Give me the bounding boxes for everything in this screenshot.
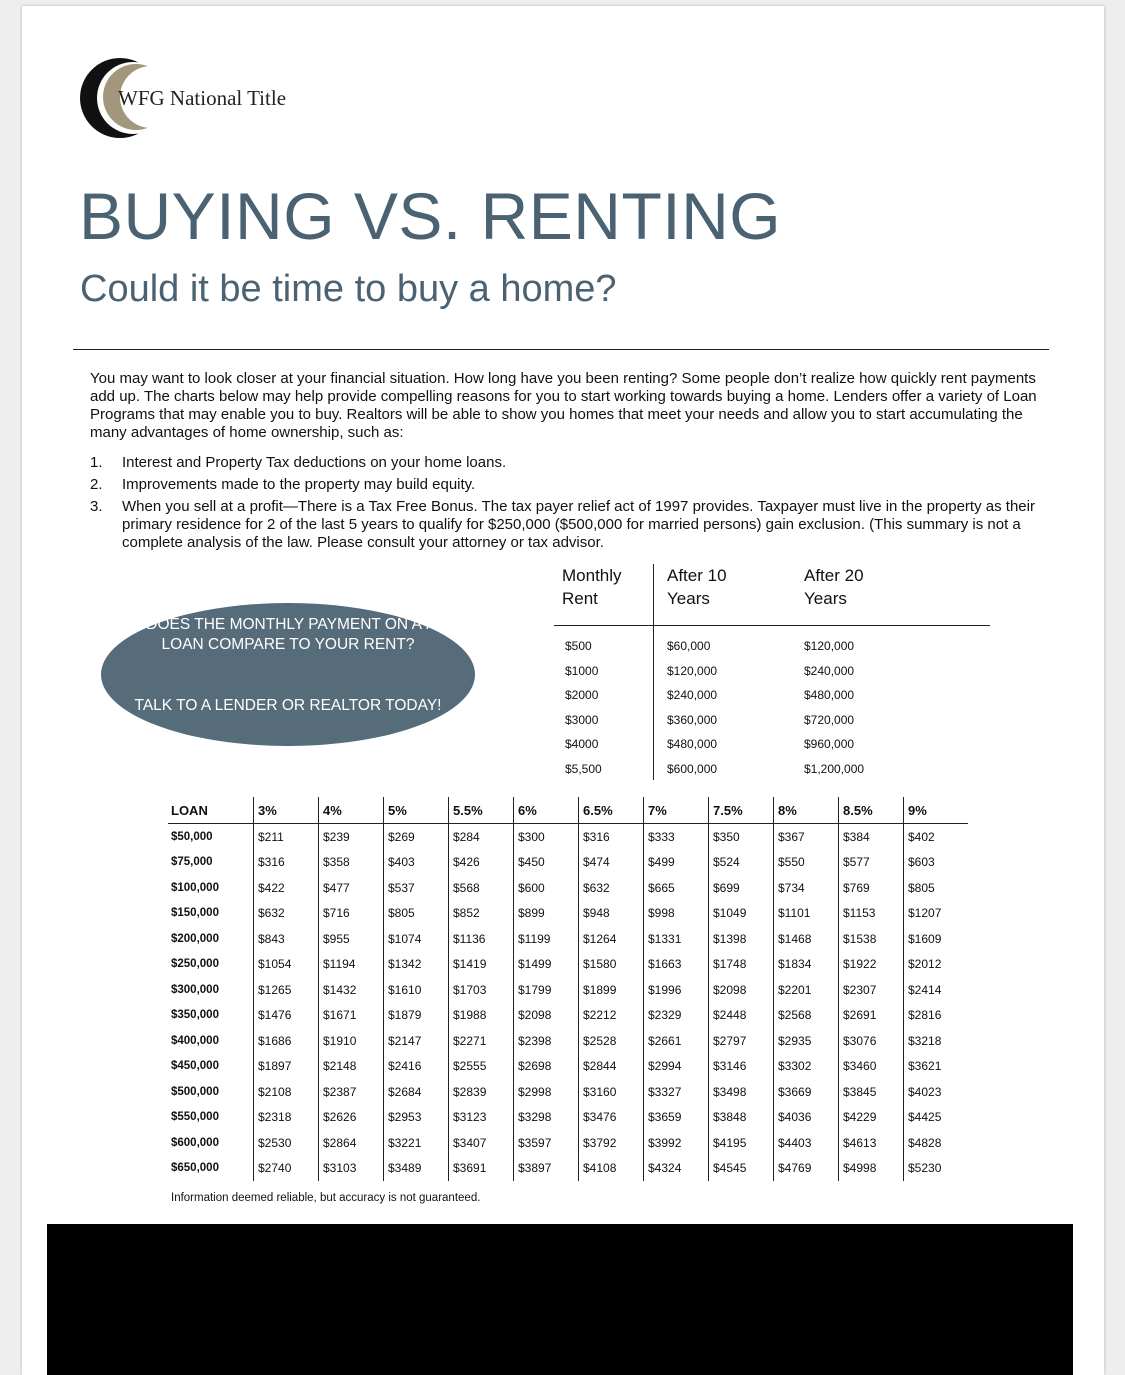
rent-cell-10-years: $480,000 bbox=[667, 737, 718, 751]
column-header-rate: 4% bbox=[319, 797, 384, 824]
payment-cell: $1194 bbox=[319, 952, 384, 978]
loan-payment-table bbox=[168, 797, 968, 1181]
page-title: BUYING VS. RENTING bbox=[79, 179, 782, 253]
payment-cell: $1499 bbox=[514, 952, 579, 978]
page-subtitle: Could it be time to buy a home? bbox=[80, 268, 617, 310]
payment-cell: $211 bbox=[254, 824, 319, 850]
payment-cell: $3298 bbox=[514, 1105, 579, 1131]
list-item-text: Improvements made to the property may build equity. bbox=[122, 476, 476, 493]
payment-cell: $4769 bbox=[774, 1156, 839, 1182]
payment-cell: $1265 bbox=[254, 977, 319, 1003]
column-header-rate: 7.5% bbox=[709, 797, 774, 824]
rent-cell-10-years: $360,000 bbox=[667, 712, 718, 727]
payment-cell: $2626 bbox=[319, 1105, 384, 1131]
payment-cell: $4229 bbox=[839, 1105, 904, 1131]
payment-cell: $600 bbox=[514, 875, 579, 901]
payment-cell: $2864 bbox=[319, 1130, 384, 1156]
payment-cell: $3845 bbox=[839, 1079, 904, 1105]
intro-paragraph: You may want to look closer at your financial situation. How long have you been renting? Some people don’t realize how quickly rent payments add up. The charts below may help provide compelling reasons for you to start working towards buying a home. Lenders offer a variety of Loan Programs that may enable you to buy. Realtors will be able to show you homes that meet your needs and allow you to start accumulating the many advantages of home ownership, such as: bbox=[90, 370, 1037, 441]
payment-cell: $3146 bbox=[709, 1054, 774, 1080]
table-row bbox=[168, 1079, 968, 1105]
payment-cell: $1207 bbox=[904, 901, 969, 927]
payment-cell: $1899 bbox=[579, 977, 644, 1003]
table-row bbox=[168, 952, 968, 978]
rent-cell-20-years: $720,000 bbox=[804, 712, 855, 727]
list-item bbox=[90, 454, 1040, 472]
payment-cell: $426 bbox=[449, 850, 514, 876]
payment-cell: $2816 bbox=[904, 1003, 969, 1029]
payment-cell: $2740 bbox=[254, 1156, 319, 1182]
payment-cell: $524 bbox=[709, 850, 774, 876]
rent-table bbox=[554, 564, 990, 784]
loan-amount-cell: $100,000 bbox=[171, 881, 219, 894]
payment-cell: $422 bbox=[254, 875, 319, 901]
payment-cell: $384 bbox=[839, 824, 904, 850]
payment-cell: $1610 bbox=[384, 977, 449, 1003]
table-row bbox=[168, 1105, 968, 1131]
payment-cell: $632 bbox=[579, 875, 644, 901]
table-row bbox=[168, 875, 968, 901]
payment-cell: $734 bbox=[774, 875, 839, 901]
payment-cell: $632 bbox=[254, 901, 319, 927]
payment-cell: $4425 bbox=[904, 1105, 969, 1131]
payment-cell: $2797 bbox=[709, 1028, 774, 1054]
payment-cell: $4023 bbox=[904, 1079, 969, 1105]
payment-cell: $4108 bbox=[579, 1156, 644, 1182]
list-number: 1. bbox=[90, 454, 103, 471]
disclaimer-text: Information deemed reliable, but accuracy is not guaranteed. bbox=[171, 1192, 481, 1204]
rent-header-rule bbox=[554, 625, 990, 626]
payment-cell: $2568 bbox=[774, 1003, 839, 1029]
payment-cell: $3160 bbox=[579, 1079, 644, 1105]
payment-cell: $3792 bbox=[579, 1130, 644, 1156]
payment-cell: $2528 bbox=[579, 1028, 644, 1054]
payment-cell: $1054 bbox=[254, 952, 319, 978]
payment-cell: $1432 bbox=[319, 977, 384, 1003]
table-row bbox=[168, 901, 968, 927]
payment-cell: $1663 bbox=[644, 952, 709, 978]
payment-cell: $3327 bbox=[644, 1079, 709, 1105]
payment-cell: $474 bbox=[579, 850, 644, 876]
callout-question: HOW DOES THE MONTHLY PAYMENT ON A HOME LOAN COMPARE TO YOUR RENT? bbox=[104, 616, 472, 653]
table-row bbox=[168, 1156, 968, 1182]
divider bbox=[73, 349, 1049, 350]
payment-cell: $1988 bbox=[449, 1003, 514, 1029]
payment-cell: $1476 bbox=[254, 1003, 319, 1029]
payment-cell: $4403 bbox=[774, 1130, 839, 1156]
payment-cell: $2839 bbox=[449, 1079, 514, 1105]
loan-amount-cell: $400,000 bbox=[171, 1034, 219, 1047]
loan-table-header-row bbox=[168, 797, 968, 824]
loan-amount-cell: $600,000 bbox=[171, 1136, 219, 1149]
payment-cell: $1074 bbox=[384, 926, 449, 952]
payment-cell: $2994 bbox=[644, 1054, 709, 1080]
column-header-rate: 5% bbox=[384, 797, 449, 824]
payment-cell: $1879 bbox=[384, 1003, 449, 1029]
payment-cell: $1331 bbox=[644, 926, 709, 952]
payment-cell: $2147 bbox=[384, 1028, 449, 1054]
rent-cell-monthly: $3000 bbox=[565, 712, 599, 727]
payment-cell: $2691 bbox=[839, 1003, 904, 1029]
payment-cell: $2935 bbox=[774, 1028, 839, 1054]
payment-cell: $477 bbox=[319, 875, 384, 901]
payment-cell: $3992 bbox=[644, 1130, 709, 1156]
payment-cell: $3897 bbox=[514, 1156, 579, 1182]
loan-amount-cell: $200,000 bbox=[171, 932, 219, 945]
payment-cell: $2448 bbox=[709, 1003, 774, 1029]
payment-cell: $284 bbox=[449, 824, 514, 850]
payment-cell: $955 bbox=[319, 926, 384, 952]
payment-cell: $3621 bbox=[904, 1054, 969, 1080]
table-row bbox=[168, 1054, 968, 1080]
payment-cell: $665 bbox=[644, 875, 709, 901]
payment-cell: $2307 bbox=[839, 977, 904, 1003]
payment-cell: $2318 bbox=[254, 1105, 319, 1131]
rent-cell-20-years: $480,000 bbox=[804, 688, 855, 702]
rent-cell-monthly: $500 bbox=[565, 639, 592, 653]
payment-cell: $1468 bbox=[774, 926, 839, 952]
table-row bbox=[168, 1130, 968, 1156]
payment-cell: $1996 bbox=[644, 977, 709, 1003]
payment-cell: $1101 bbox=[774, 901, 839, 927]
payment-cell: $3076 bbox=[839, 1028, 904, 1054]
loan-amount-cell: $75,000 bbox=[171, 856, 213, 869]
payment-cell: $2414 bbox=[904, 977, 969, 1003]
payment-cell: $450 bbox=[514, 850, 579, 876]
payment-cell: $699 bbox=[709, 875, 774, 901]
payment-cell: $269 bbox=[384, 824, 449, 850]
payment-cell: $2555 bbox=[449, 1054, 514, 1080]
payment-cell: $3691 bbox=[449, 1156, 514, 1182]
payment-cell: $3218 bbox=[904, 1028, 969, 1054]
payment-cell: $350 bbox=[709, 824, 774, 850]
rent-cell-monthly: $2000 bbox=[565, 688, 599, 702]
column-header-rate: 8.5% bbox=[839, 797, 904, 824]
payment-cell: $1153 bbox=[839, 901, 904, 927]
loan-amount-cell: $550,000 bbox=[171, 1111, 219, 1124]
list-number: 3. bbox=[90, 498, 103, 515]
payment-cell: $2398 bbox=[514, 1028, 579, 1054]
payment-cell: $568 bbox=[449, 875, 514, 901]
payment-cell: $2387 bbox=[319, 1079, 384, 1105]
payment-cell: $1136 bbox=[449, 926, 514, 952]
loan-amount-cell: $250,000 bbox=[171, 958, 219, 971]
payment-cell: $1199 bbox=[514, 926, 579, 952]
table-row bbox=[168, 926, 968, 952]
table-row bbox=[168, 1003, 968, 1029]
rent-column-rule bbox=[653, 564, 654, 780]
rent-cell-10-years: $60,000 bbox=[667, 639, 711, 653]
brand-name: WFG National Title bbox=[118, 86, 287, 110]
payment-cell: $1671 bbox=[319, 1003, 384, 1029]
payment-cell: $3597 bbox=[514, 1130, 579, 1156]
rent-cell-20-years: $960,000 bbox=[804, 737, 855, 751]
payment-cell: $4828 bbox=[904, 1130, 969, 1156]
payment-cell: $4324 bbox=[644, 1156, 709, 1182]
payment-cell: $2998 bbox=[514, 1079, 579, 1105]
payment-cell: $4036 bbox=[774, 1105, 839, 1131]
rent-header-10-years: After 10 Years bbox=[667, 566, 727, 608]
column-header-rate: 7% bbox=[644, 797, 709, 824]
payment-cell: $1538 bbox=[839, 926, 904, 952]
payment-cell: $2416 bbox=[384, 1054, 449, 1080]
payment-cell: $2530 bbox=[254, 1130, 319, 1156]
payment-cell: $1922 bbox=[839, 952, 904, 978]
loan-amount-cell: $650,000 bbox=[171, 1162, 219, 1175]
payment-cell: $3489 bbox=[384, 1156, 449, 1182]
column-header-rate: 6% bbox=[514, 797, 579, 824]
payment-cell: $2201 bbox=[774, 977, 839, 1003]
rent-cell-10-years: $600,000 bbox=[667, 761, 718, 776]
payment-cell: $805 bbox=[384, 901, 449, 927]
rent-header-20-years: After 20 Years bbox=[804, 566, 864, 608]
payment-cell: $367 bbox=[774, 824, 839, 850]
rent-cell-monthly: $5,500 bbox=[565, 761, 602, 776]
loan-amount-cell: $150,000 bbox=[171, 907, 219, 920]
payment-cell: $3848 bbox=[709, 1105, 774, 1131]
payment-cell: $3460 bbox=[839, 1054, 904, 1080]
payment-cell: $2329 bbox=[644, 1003, 709, 1029]
payment-cell: $3221 bbox=[384, 1130, 449, 1156]
payment-cell: $2012 bbox=[904, 952, 969, 978]
payment-cell: $1686 bbox=[254, 1028, 319, 1054]
column-header-rate: 5.5% bbox=[449, 797, 514, 824]
payment-cell: $300 bbox=[514, 824, 579, 850]
payment-cell: $1398 bbox=[709, 926, 774, 952]
rent-cell-monthly: $1000 bbox=[565, 663, 599, 678]
payment-cell: $3123 bbox=[449, 1105, 514, 1131]
rent-cell-20-years: $120,000 bbox=[804, 639, 855, 653]
payment-cell: $333 bbox=[644, 824, 709, 850]
column-header-rate: 8% bbox=[774, 797, 839, 824]
list-item bbox=[90, 476, 1040, 494]
rent-header-monthly: Monthly Rent bbox=[562, 566, 622, 608]
payment-cell: $1897 bbox=[254, 1054, 319, 1080]
list-item-text: Interest and Property Tax deductions on your home loans. bbox=[122, 454, 507, 471]
payment-cell: $537 bbox=[384, 875, 449, 901]
payment-cell: $1748 bbox=[709, 952, 774, 978]
payment-cell: $5230 bbox=[904, 1156, 969, 1182]
table-row bbox=[168, 977, 968, 1003]
list-number: 2. bbox=[90, 476, 103, 493]
payment-cell: $1609 bbox=[904, 926, 969, 952]
column-header-rate: 3% bbox=[254, 797, 319, 824]
callout-cta: TALK TO A LENDER OR REALTOR TODAY! bbox=[134, 697, 442, 714]
payment-cell: $2661 bbox=[644, 1028, 709, 1054]
payment-cell: $3476 bbox=[579, 1105, 644, 1131]
list-item bbox=[90, 498, 1040, 552]
payment-cell: $2271 bbox=[449, 1028, 514, 1054]
payment-cell: $2844 bbox=[579, 1054, 644, 1080]
rent-cell-20-years: $240,000 bbox=[804, 663, 855, 678]
payment-cell: $843 bbox=[254, 926, 319, 952]
payment-cell: $316 bbox=[254, 850, 319, 876]
payment-cell: $603 bbox=[904, 850, 969, 876]
column-header-rate: 6.5% bbox=[579, 797, 644, 824]
loan-table-body bbox=[168, 824, 968, 1182]
rent-cell-20-years: $1,200,000 bbox=[804, 761, 865, 776]
payment-cell: $2098 bbox=[709, 977, 774, 1003]
loan-amount-cell: $450,000 bbox=[171, 1060, 219, 1073]
table-row bbox=[168, 824, 968, 850]
loan-amount-cell: $50,000 bbox=[171, 830, 213, 843]
payment-cell: $716 bbox=[319, 901, 384, 927]
table-row bbox=[168, 850, 968, 876]
payment-cell: $402 bbox=[904, 824, 969, 850]
payment-cell: $358 bbox=[319, 850, 384, 876]
payment-cell: $1799 bbox=[514, 977, 579, 1003]
payment-cell: $499 bbox=[644, 850, 709, 876]
payment-cell: $2098 bbox=[514, 1003, 579, 1029]
loan-amount-cell: $300,000 bbox=[171, 983, 219, 996]
payment-cell: $1834 bbox=[774, 952, 839, 978]
rent-cell-10-years: $120,000 bbox=[667, 663, 718, 678]
payment-cell: $852 bbox=[449, 901, 514, 927]
payment-cell: $1910 bbox=[319, 1028, 384, 1054]
payment-cell: $550 bbox=[774, 850, 839, 876]
payment-cell: $577 bbox=[839, 850, 904, 876]
payment-cell: $239 bbox=[319, 824, 384, 850]
payment-cell: $4613 bbox=[839, 1130, 904, 1156]
payment-cell: $2148 bbox=[319, 1054, 384, 1080]
payment-cell: $3659 bbox=[644, 1105, 709, 1131]
payment-cell: $1049 bbox=[709, 901, 774, 927]
payment-cell: $899 bbox=[514, 901, 579, 927]
payment-cell: $1419 bbox=[449, 952, 514, 978]
payment-cell: $1264 bbox=[579, 926, 644, 952]
payment-cell: $3407 bbox=[449, 1130, 514, 1156]
payment-cell: $948 bbox=[579, 901, 644, 927]
payment-cell: $1342 bbox=[384, 952, 449, 978]
payment-cell: $3302 bbox=[774, 1054, 839, 1080]
payment-cell: $4998 bbox=[839, 1156, 904, 1182]
payment-cell: $805 bbox=[904, 875, 969, 901]
payment-cell: $769 bbox=[839, 875, 904, 901]
loan-amount-cell: $500,000 bbox=[171, 1085, 219, 1098]
payment-cell: $4545 bbox=[709, 1156, 774, 1182]
benefits-list bbox=[90, 454, 1040, 556]
payment-cell: $1580 bbox=[579, 952, 644, 978]
loan-amount-cell: $350,000 bbox=[171, 1009, 219, 1022]
payment-cell: $2212 bbox=[579, 1003, 644, 1029]
rent-cell-monthly: $4000 bbox=[565, 737, 599, 751]
list-item-text: When you sell at a profit—There is a Tax Free Bonus. The tax payer relief act of 1997 provides. Taxpayer must live in the property as their primary residence for 2 of the last 5 years to qualify for $250,000 ($500,000 for married persons) gain exclusion. (This summary is not a complete analysis of the law. Please consult your attorney or tax advisor. bbox=[122, 498, 1035, 551]
payment-cell: $316 bbox=[579, 824, 644, 850]
payment-cell: $403 bbox=[384, 850, 449, 876]
payment-cell: $3669 bbox=[774, 1079, 839, 1105]
payment-cell: $3103 bbox=[319, 1156, 384, 1182]
payment-cell: $3498 bbox=[709, 1079, 774, 1105]
table-row bbox=[168, 1028, 968, 1054]
payment-cell: $2953 bbox=[384, 1105, 449, 1131]
blacked-out-area bbox=[47, 1224, 1073, 1375]
rent-cell-10-years: $240,000 bbox=[667, 688, 718, 702]
payment-cell: $2684 bbox=[384, 1079, 449, 1105]
column-header-loan: LOAN bbox=[168, 797, 254, 824]
callout-oval bbox=[101, 603, 475, 746]
payment-cell: $2698 bbox=[514, 1054, 579, 1080]
payment-cell: $2108 bbox=[254, 1079, 319, 1105]
payment-cell: $998 bbox=[644, 901, 709, 927]
payment-cell: $4195 bbox=[709, 1130, 774, 1156]
payment-cell: $1703 bbox=[449, 977, 514, 1003]
column-header-rate: 9% bbox=[904, 797, 969, 824]
